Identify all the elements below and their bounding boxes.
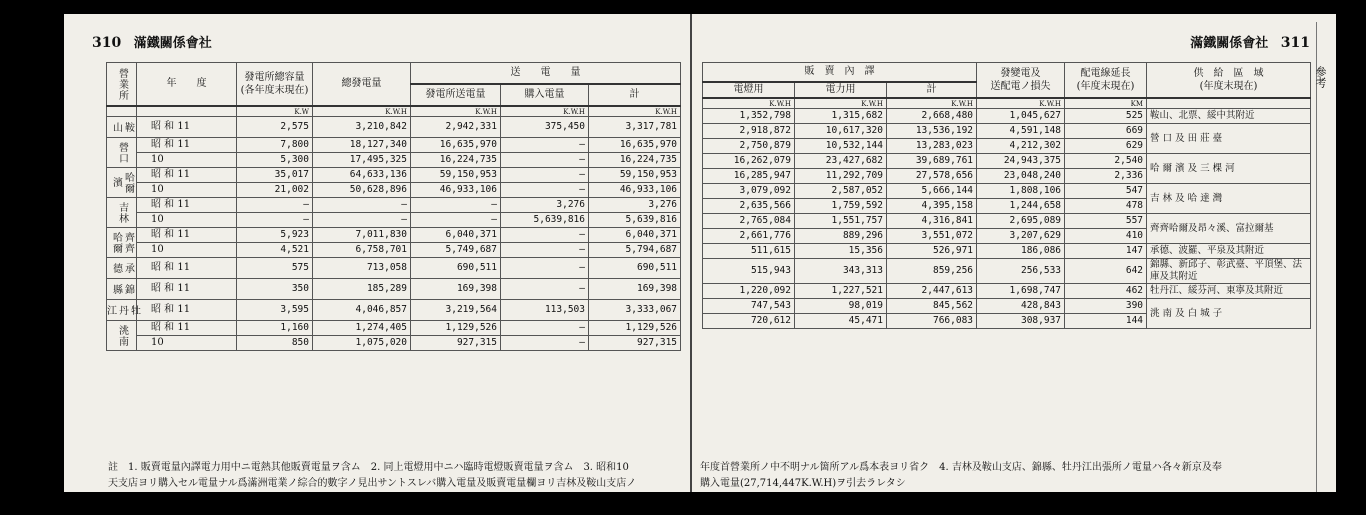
unit-cell: K.W.H [703,98,795,109]
table-row [107,279,681,300]
company-cell: 承德 [107,258,137,279]
capacity-cell: 850 [237,336,313,351]
table-row [703,214,1311,229]
line-length-cell: 410 [1065,229,1147,244]
line-length-cell: 525 [1065,109,1147,124]
total-gen-cell: 1,075,020 [313,336,411,351]
col-company-header: 營業所 [107,63,137,107]
line-length-cell: 478 [1065,199,1147,214]
area-cell: 承德、波羅、平泉及其附近 [1147,244,1311,259]
loss-cell: 23,048,240 [977,169,1065,184]
footnote-line: 年度首營業所ノ中不明ナル箇所アル爲本表ヨリ省ク 4. 吉林及鞍山支店、錦縣、牡丹江出張所ノ電量ハ各々新京及奉 [700,462,1222,473]
capacity-cell: 350 [237,279,313,300]
plant-supply-cell: 927,315 [411,336,501,351]
area-cell: 吉 林 及 哈 達 灣 [1147,184,1311,214]
plant-supply-cell: 169,398 [411,279,501,300]
col-purchase-header: 購入電量 [501,84,589,106]
total-cell: 39,689,761 [887,154,977,169]
purchase-cell: — [501,183,589,198]
capacity-cell: 2,575 [237,117,313,138]
units-row [107,106,681,117]
year-cell: 昭 和 11 [137,321,237,336]
total-cell: 46,933,106 [589,183,681,198]
lighting-cell: 747,543 [703,299,795,314]
lighting-cell: 1,220,092 [703,284,795,299]
right-page [692,14,1336,492]
purchase-cell: — [501,168,589,183]
table-row [107,336,681,351]
units-row [703,98,1311,109]
company-cell: 洮南 [107,321,137,351]
loss-cell: 1,244,658 [977,199,1065,214]
total-cell: 16,635,970 [589,138,681,153]
col-total-header: 計 [589,84,681,106]
total-cell: 927,315 [589,336,681,351]
lighting-cell: 16,285,947 [703,169,795,184]
total-cell: 3,317,781 [589,117,681,138]
table-row [107,183,681,198]
area-cell: 營 口 及 田 莊 臺 [1147,124,1311,154]
area-cell: 錦縣、新邱子、彰武臺、平頂堡、法庫及其附近 [1147,259,1311,284]
capacity-cell: 5,300 [237,153,313,168]
company-cell: 吉林 [107,198,137,228]
area-cell: 齊齊哈爾及昂々溪、富拉爾基 [1147,214,1311,244]
page-number: 310 [92,35,122,51]
total-cell: 6,040,371 [589,228,681,243]
power-cell: 15,356 [795,244,887,259]
capacity-cell: — [237,198,313,213]
col-lighting-header: 電燈用 [703,82,795,98]
loss-cell: 2,695,089 [977,214,1065,229]
area-cell: 牡丹江、綏芬河、東寧及其附近 [1147,284,1311,299]
total-cell: 169,398 [589,279,681,300]
footnote-line: 購入電量(27,714,447K.W.H)ヲ引去ラレタシ [700,478,906,489]
area-cell: 哈 爾 濱 及 三 棵 河 [1147,154,1311,184]
year-cell: 10 [137,243,237,258]
left-page [64,14,692,492]
year-cell: 昭 和 11 [137,258,237,279]
lighting-cell: 2,750,879 [703,139,795,154]
power-cell: 1,551,757 [795,214,887,229]
total-gen-cell: 3,210,842 [313,117,411,138]
loss-cell: 24,943,375 [977,154,1065,169]
unit-cell [107,106,137,117]
total-cell: 4,395,158 [887,199,977,214]
total-gen-cell: 50,628,896 [313,183,411,198]
purchase-cell: 113,503 [501,300,589,321]
plant-supply-cell: 59,150,953 [411,168,501,183]
purchase-cell: — [501,321,589,336]
total-cell: 16,224,735 [589,153,681,168]
total-gen-cell: 64,633,136 [313,168,411,183]
year-cell: 昭 和 11 [137,300,237,321]
capacity-cell: — [237,213,313,228]
line-length-cell: 557 [1065,214,1147,229]
purchase-cell: 3,276 [501,198,589,213]
total-cell: 5,639,816 [589,213,681,228]
table-row [703,124,1311,139]
power-cell: 2,587,052 [795,184,887,199]
purchase-cell: — [501,279,589,300]
total-cell: 766,083 [887,314,977,329]
lighting-cell: 2,918,872 [703,124,795,139]
page-number: 311 [1280,35,1310,51]
unit-cell: K.W.H [795,98,887,109]
col-total-gen-header: 總發電量 [313,63,411,107]
power-cell: 1,227,521 [795,284,887,299]
capacity-cell: 7,800 [237,138,313,153]
col-power-header: 電力用 [795,82,887,98]
loss-cell: 1,698,747 [977,284,1065,299]
table-row [107,228,681,243]
year-cell: 昭 和 11 [137,168,237,183]
table-row [107,213,681,228]
line-length-cell: 642 [1065,259,1147,284]
table-row [107,300,681,321]
plant-supply-cell: 2,942,331 [411,117,501,138]
total-cell: 5,666,144 [887,184,977,199]
plant-supply-cell: 5,749,687 [411,243,501,258]
purchase-cell: — [501,243,589,258]
year-cell: 昭 和 11 [137,117,237,138]
col-line-length-header: 配電線延長 (年度末現在) [1065,63,1147,99]
unit-cell: K.W.H [977,98,1065,109]
table-row [107,153,681,168]
footnote-left [108,460,636,492]
line-length-cell: 669 [1065,124,1147,139]
total-cell: 3,333,067 [589,300,681,321]
unit-cell: KM [1065,98,1147,109]
purchase-cell: — [501,228,589,243]
lighting-cell: 511,615 [703,244,795,259]
col-sales-total-header: 計 [887,82,977,98]
plant-supply-cell: 1,129,526 [411,321,501,336]
loss-cell: 1,045,627 [977,109,1065,124]
loss-cell: 1,808,106 [977,184,1065,199]
power-cell: 343,313 [795,259,887,284]
table-row [107,243,681,258]
lighting-cell: 1,352,798 [703,109,795,124]
purchase-cell: — [501,138,589,153]
total-gen-cell: 17,495,325 [313,153,411,168]
running-title: 滿鐵關係會社 [1190,36,1269,51]
company-cell: 哈爾濱 [107,168,137,198]
table-row [107,258,681,279]
table-row [703,259,1311,284]
unit-cell: K.W.H [887,98,977,109]
col-capacity-header: 發電所總容量 (各年度末現在) [237,63,313,107]
table-row [703,109,1311,124]
company-cell: 齊齊哈爾 [107,228,137,258]
capacity-cell: 4,521 [237,243,313,258]
line-length-cell: 390 [1065,299,1147,314]
footnote-line: 註 1. 販賣電量內譯電力用中ニ電熱其他販賣電量ヲ含ム 2. 同上電燈用中ニハ臨時電燈販賣電量ヲ含ム 3. 昭和10 [108,462,629,473]
total-gen-cell: 185,289 [313,279,411,300]
unit-cell: K.W.H [313,106,411,117]
col-area-header: 供 給 區 域 (年度末現在) [1147,63,1311,99]
loss-cell: 256,533 [977,259,1065,284]
plant-supply-cell: 46,933,106 [411,183,501,198]
total-cell: 1,129,526 [589,321,681,336]
total-cell: 845,562 [887,299,977,314]
total-cell: 526,971 [887,244,977,259]
purchase-cell: 375,450 [501,117,589,138]
total-gen-cell: — [313,198,411,213]
capacity-cell: 35,017 [237,168,313,183]
total-gen-cell: 4,046,857 [313,300,411,321]
power-cell: 1,759,592 [795,199,887,214]
line-length-cell: 2,540 [1065,154,1147,169]
col-supply-group-header: 送 電 量 [411,63,681,84]
company-cell: 營口 [107,138,137,168]
unit-cell: K.W [237,106,313,117]
company-cell: 牡丹江 [107,300,137,321]
year-cell: 昭 和 11 [137,228,237,243]
plant-supply-cell: 6,040,371 [411,228,501,243]
total-cell: 27,578,656 [887,169,977,184]
loss-cell: 428,843 [977,299,1065,314]
footnote-right [700,460,1222,492]
purchase-cell: 5,639,816 [501,213,589,228]
loss-cell: 308,937 [977,314,1065,329]
lighting-cell: 3,079,092 [703,184,795,199]
unit-cell [137,106,237,117]
table-row [703,284,1311,299]
plant-supply-cell: — [411,213,501,228]
line-length-cell: 2,336 [1065,169,1147,184]
lighting-cell: 2,765,084 [703,214,795,229]
power-cell: 10,617,320 [795,124,887,139]
capacity-cell: 21,002 [237,183,313,198]
col-sales-group-header: 販 賣 內 譯 [703,63,977,83]
unit-cell: K.W.H [589,106,681,117]
loss-cell: 3,207,629 [977,229,1065,244]
total-gen-cell: 7,011,830 [313,228,411,243]
capacity-cell: 5,923 [237,228,313,243]
loss-cell: 4,212,302 [977,139,1065,154]
table-row [107,321,681,336]
table-row [703,299,1311,314]
plant-supply-cell: 3,219,564 [411,300,501,321]
table-row [107,168,681,183]
margin-rule [1316,22,1318,492]
power-cell: 11,292,709 [795,169,887,184]
capacity-cell: 3,595 [237,300,313,321]
lighting-cell: 515,943 [703,259,795,284]
line-length-cell: 144 [1065,314,1147,329]
unit-cell: K.W.H [411,106,501,117]
sales-breakdown-table [702,62,1311,329]
power-cell: 889,296 [795,229,887,244]
company-cell: 鞍山 [107,117,137,138]
lighting-cell: 2,661,776 [703,229,795,244]
total-gen-cell: 18,127,340 [313,138,411,153]
power-cell: 1,315,682 [795,109,887,124]
plant-supply-cell: 690,511 [411,258,501,279]
power-supply-table [106,62,681,351]
loss-cell: 186,086 [977,244,1065,259]
total-gen-cell: 713,058 [313,258,411,279]
line-length-cell: 147 [1065,244,1147,259]
lighting-cell: 720,612 [703,314,795,329]
purchase-cell: — [501,258,589,279]
year-cell: 10 [137,153,237,168]
total-cell: 2,668,480 [887,109,977,124]
col-plant-supply-header: 發電所送電量 [411,84,501,106]
col-loss-header: 發變電及 送配電ノ損失 [977,63,1065,99]
power-cell: 23,427,682 [795,154,887,169]
total-cell: 4,316,841 [887,214,977,229]
year-cell: 10 [137,336,237,351]
company-cell: 錦縣 [107,279,137,300]
table-row [107,117,681,138]
total-cell: 859,256 [887,259,977,284]
table-row [703,154,1311,169]
left-page-header [92,32,212,51]
plant-supply-cell: 16,635,970 [411,138,501,153]
total-cell: 13,536,192 [887,124,977,139]
plant-supply-cell: — [411,198,501,213]
purchase-cell: — [501,336,589,351]
plant-supply-cell: 16,224,735 [411,153,501,168]
footnote-line: 天支店ヨリ購入セル電量ナル爲滿洲電業ノ綜合的數字ノ見出サントスレバ購入電量及販賣電量欄ヨリ吉林及鞍山支店ノ [108,478,637,489]
lighting-cell: 16,262,079 [703,154,795,169]
table-row [107,198,681,213]
total-cell: 3,276 [589,198,681,213]
total-cell: 2,447,613 [887,284,977,299]
total-cell: 5,794,687 [589,243,681,258]
table-row [703,184,1311,199]
lighting-cell: 2,635,566 [703,199,795,214]
table-row [703,244,1311,259]
year-cell: 昭 和 11 [137,279,237,300]
capacity-cell: 1,160 [237,321,313,336]
total-gen-cell: 1,274,405 [313,321,411,336]
right-page-header [1190,32,1310,51]
purchase-cell: — [501,153,589,168]
total-gen-cell: — [313,213,411,228]
unit-cell [1147,98,1311,109]
col-year-header: 年 度 [137,63,237,107]
running-title: 滿鐵關係會社 [133,36,212,51]
total-cell: 59,150,953 [589,168,681,183]
loss-cell: 4,591,148 [977,124,1065,139]
area-cell: 洮 南 及 白 城 子 [1147,299,1311,329]
reference-tab: 參考 [1314,66,1327,88]
total-cell: 3,551,072 [887,229,977,244]
year-cell: 昭 和 11 [137,198,237,213]
line-length-cell: 629 [1065,139,1147,154]
line-length-cell: 547 [1065,184,1147,199]
total-cell: 13,283,023 [887,139,977,154]
year-cell: 10 [137,183,237,198]
capacity-cell: 575 [237,258,313,279]
total-cell: 690,511 [589,258,681,279]
power-cell: 45,471 [795,314,887,329]
table-row [107,138,681,153]
line-length-cell: 462 [1065,284,1147,299]
year-cell: 昭 和 11 [137,138,237,153]
year-cell: 10 [137,213,237,228]
power-cell: 10,532,144 [795,139,887,154]
power-cell: 98,019 [795,299,887,314]
area-cell: 鞍山、北票、綏中其附近 [1147,109,1311,124]
total-gen-cell: 6,758,701 [313,243,411,258]
unit-cell: K.W.H [501,106,589,117]
